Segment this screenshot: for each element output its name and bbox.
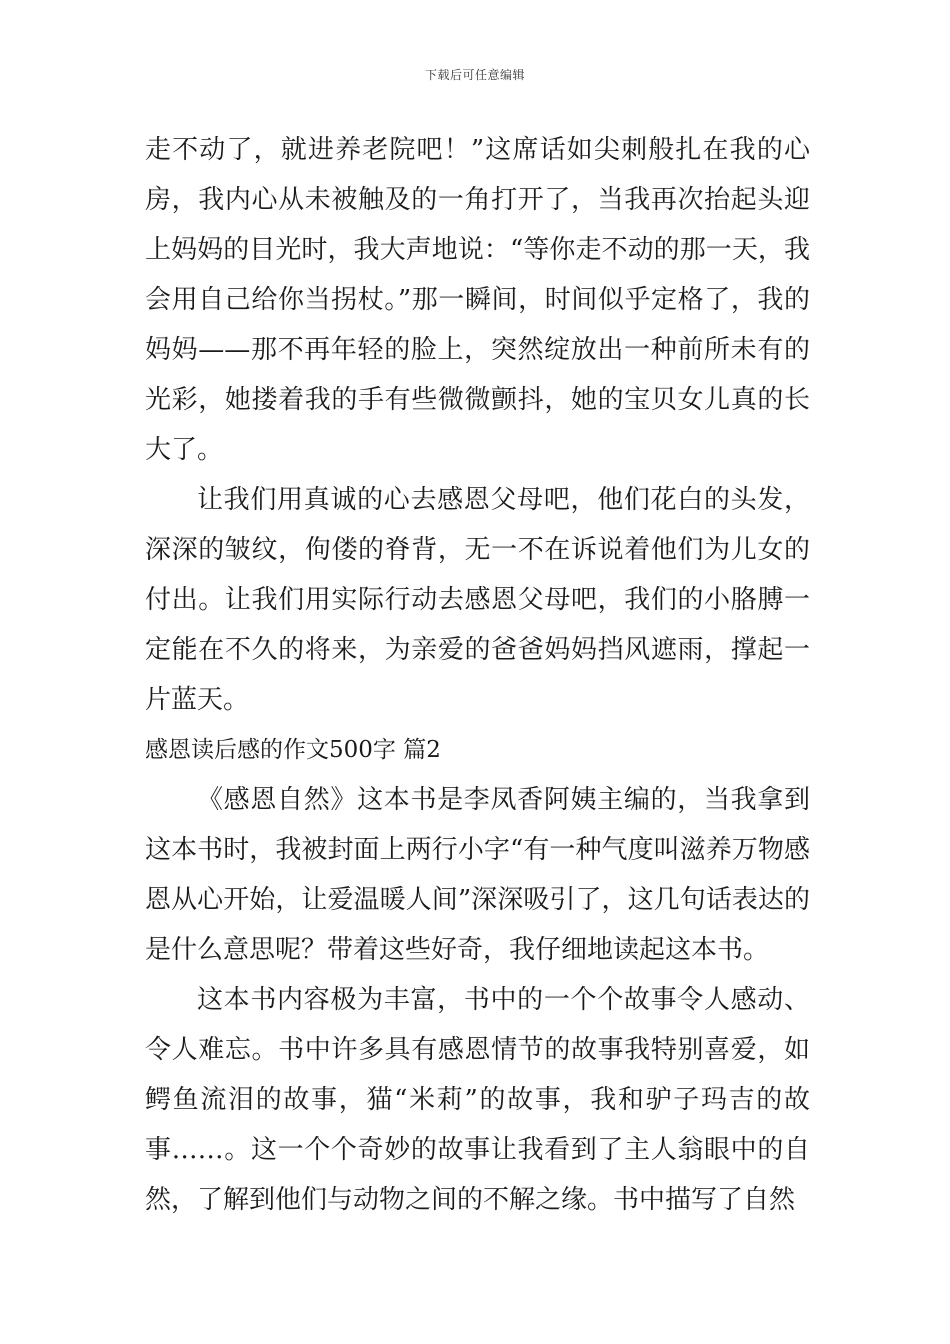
paragraph-3: 《感恩自然》这本书是李凤香阿姨主编的，当我拿到这本书时，我被封面上两行小字“有一种气度叫滋养万物感恩从心开始，让爱温暖人间”深深吸引了，这几句话表达的是什么意思呢？带着这些好奇，我仔细地读起这本书。 xyxy=(145,785,810,965)
document-body xyxy=(145,125,810,1225)
page-header: 下载后可任意编辑 xyxy=(424,68,525,82)
paragraph-2: 让我们用真诚的心去感恩父母吧，他们花白的头发，深深的皱纹，佝偻的脊背，无一不在诉说着他们为儿女的付出。让我们用实际行动去感恩父母吧，我们的小胳膊一定能在不久的将来，为亲爱的爸爸妈妈挡风遮雨，撑起一片蓝天。 xyxy=(145,485,810,715)
paragraph-1: 走不动了，就进养老院吧！”这席话如尖刺般扎在我的心房，我内心从未被触及的一角打开了，当我再次抬起头迎上妈妈的目光时，我大声地说：“等你走不动的那一天，我会用自己给你当拐杖。”那一瞬间，时间似乎定格了，我的妈妈——那不再年轻的脸上，突然绽放出一种前所未有的光彩，她搂着我的手有些微微颤抖，她的宝贝女儿真的长大了。 xyxy=(145,135,810,465)
section-heading: 感恩读后感的作文500字 篇2 xyxy=(145,737,441,763)
paragraph-4: 这本书内容极为丰富，书中的一个个故事令人感动、令人难忘。书中许多具有感恩情节的故事我特别喜爱，如鳄鱼流泪的故事，猫“米莉”的故事，我和驴子玛吉的故事……。这一个个奇妙的故事让我看到了主人翁眼中的自然，了解到他们与动物之间的不解之缘。书中描写了自然 xyxy=(145,985,810,1215)
